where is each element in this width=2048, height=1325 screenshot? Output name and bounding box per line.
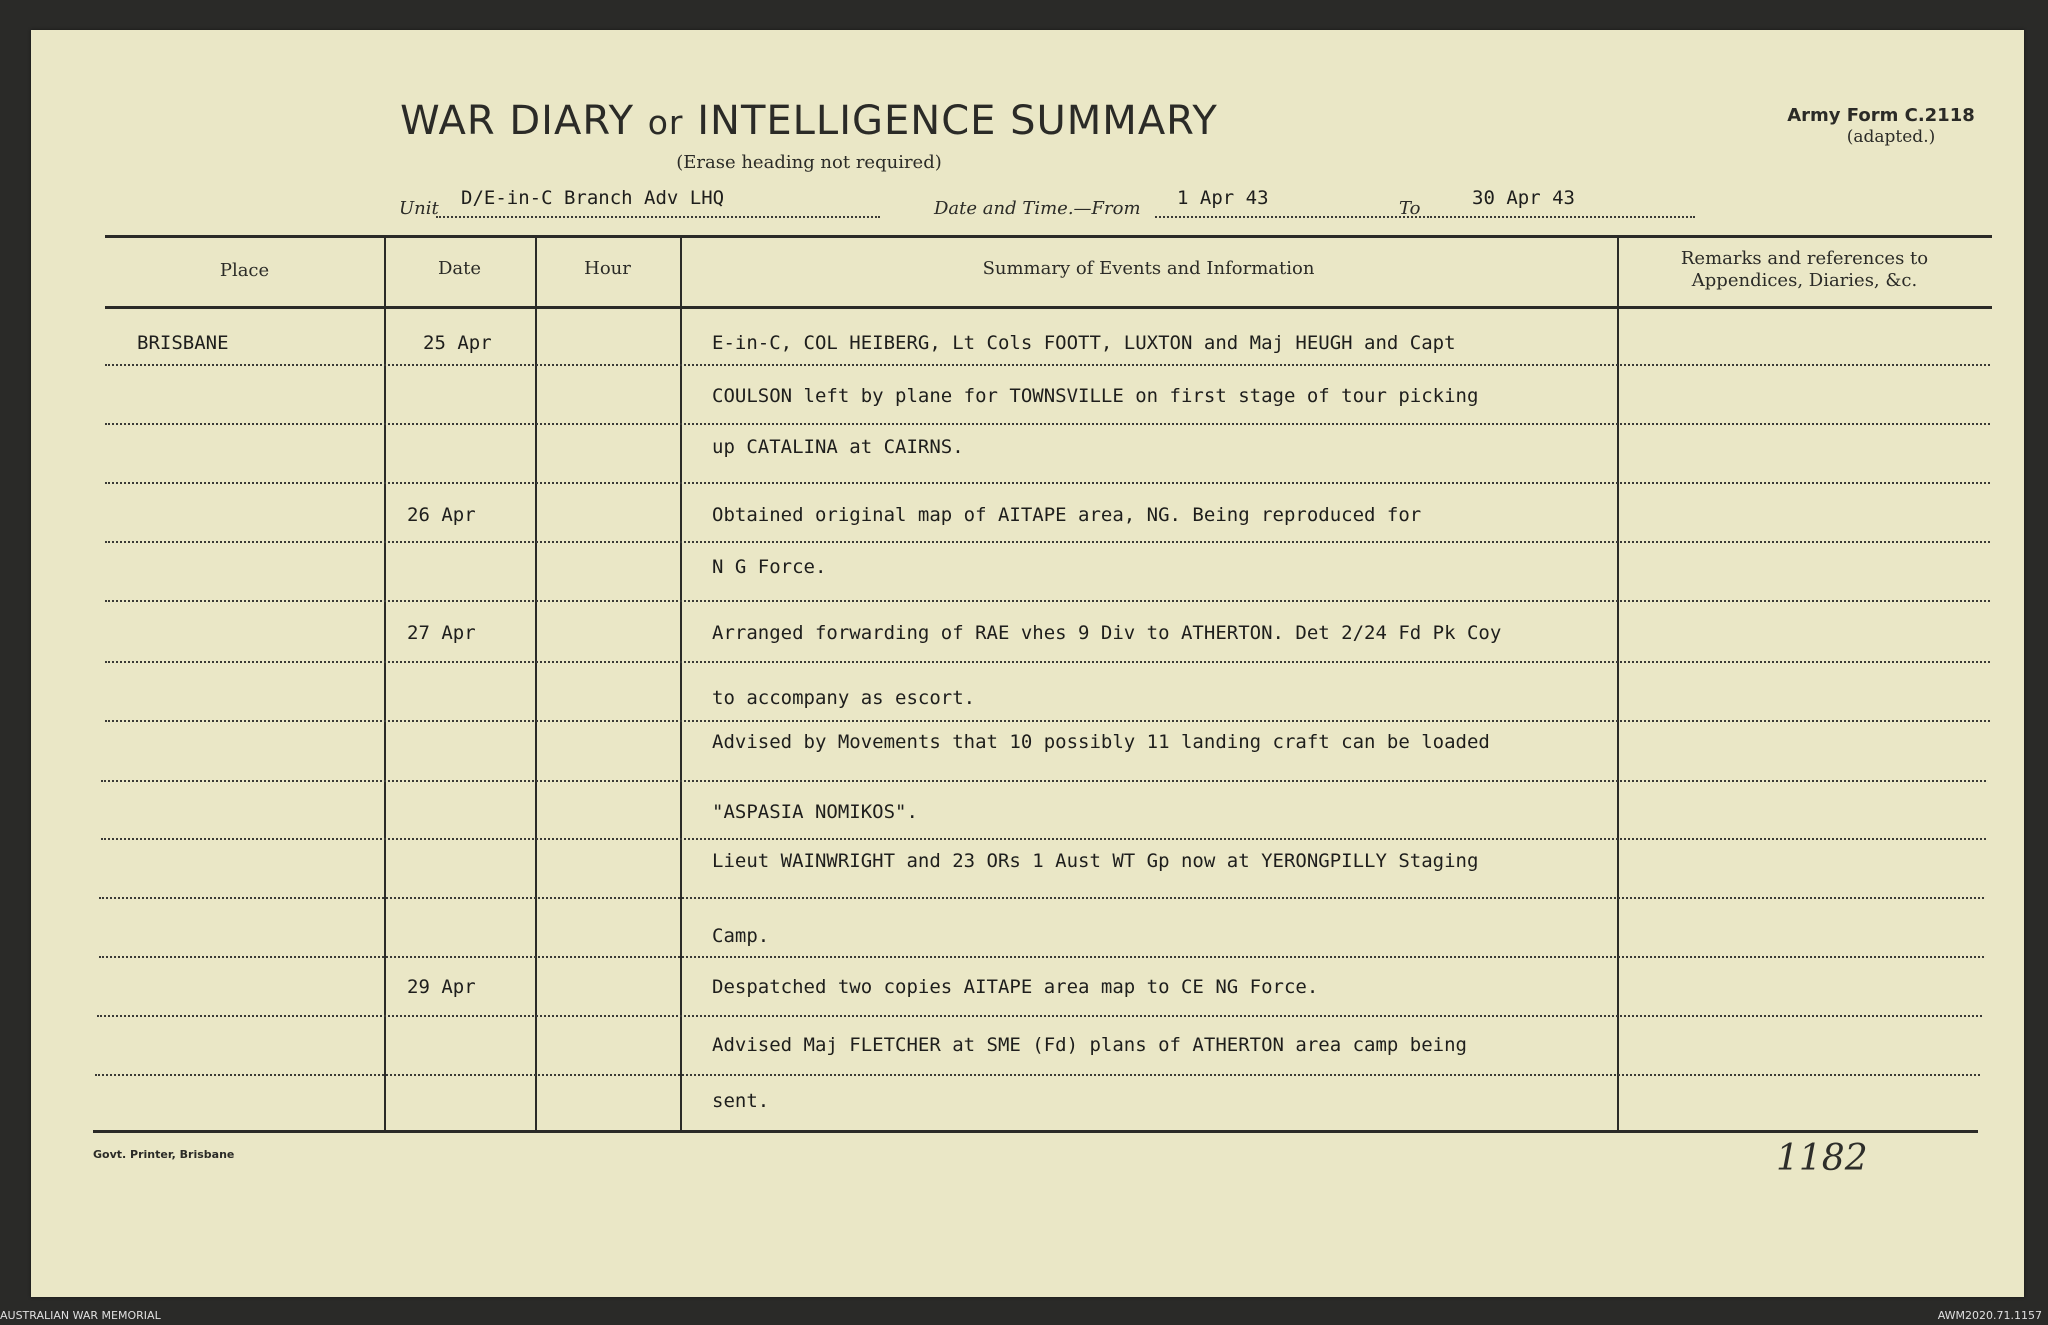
- row-1-summary: E-in-C, COL HEIBERG, Lt Cols FOOTT, LUXTON and Maj HEUGH and Capt: [712, 332, 1456, 354]
- from-underline: [1155, 216, 1425, 218]
- row-3-summary: up CATALINA at CAIRNS.: [712, 436, 964, 458]
- header-date: Date: [437, 258, 482, 279]
- row-4-summary: Obtained original map of AITAPE area, NG. Being reproduced for: [712, 504, 1422, 526]
- to-underline: [1427, 216, 1695, 218]
- row-1-place: BRISBANE: [137, 332, 229, 354]
- table-bottom-rule: [93, 1130, 1978, 1133]
- adapted-note: (adapted.): [1846, 127, 1936, 147]
- row-line: [101, 780, 1986, 782]
- handwritten-page-number: 1182: [1776, 1138, 1868, 1179]
- army-form-number: Army Form C.2118: [1787, 105, 1975, 126]
- row-line: [105, 661, 1990, 663]
- unit-underline: [436, 216, 880, 218]
- divider-date-hour: [535, 235, 537, 1132]
- row-line: [95, 1074, 1980, 1076]
- to-label: To: [1399, 198, 1421, 219]
- row-13-summary: Advised Maj FLETCHER at SME (Fd) plans of ATHERTON area camp being: [712, 1034, 1467, 1056]
- form-title: [31, 98, 1587, 144]
- date-time-from-label: Date and Time.—From: [934, 198, 1141, 219]
- from-value: 1 Apr 43: [1177, 187, 1269, 209]
- row-line: [105, 364, 1990, 366]
- header-remarks-line1: Remarks and references to: [1680, 248, 1929, 269]
- table-top-rule: [105, 235, 1992, 238]
- header-place: Place: [219, 260, 270, 281]
- row-4-date: 26 Apr: [407, 504, 476, 526]
- divider-place-date: [384, 235, 386, 1132]
- unit-label: Unit: [399, 198, 439, 219]
- row-7-summary: to accompany as escort.: [712, 687, 976, 709]
- header-hour: Hour: [584, 258, 631, 279]
- row-line: [105, 600, 1990, 602]
- row-11-summary: Camp.: [712, 925, 770, 947]
- row-6-date: 27 Apr: [407, 622, 476, 644]
- row-9-summary: "ASPASIA NOMIKOS".: [712, 801, 918, 823]
- row-line: [101, 838, 1986, 840]
- title-or: or: [647, 103, 684, 142]
- row-6-summary: Arranged forwarding of RAE vhes 9 Div to ATHERTON. Det 2/24 Fd Pk Coy: [712, 622, 1502, 644]
- erase-heading-note: (Erase heading not required): [676, 152, 942, 173]
- row-1-date: 25 Apr: [423, 332, 492, 354]
- row-line: [105, 423, 1990, 425]
- header-remarks: [1617, 248, 1992, 292]
- printer-credit: Govt. Printer, Brisbane: [93, 1148, 235, 1161]
- to-value: 30 Apr 43: [1472, 187, 1575, 209]
- archive-reference: AWM2020.71.1157: [1937, 1309, 2042, 1322]
- row-8-summary: Advised by Movements that 10 possibly 11 landing craft can be loaded: [712, 731, 1490, 753]
- row-line: [105, 541, 1990, 543]
- row-line: [105, 482, 1990, 484]
- header-summary: Summary of Events and Information: [982, 258, 1315, 279]
- row-2-summary: COULSON left by plane for TOWNSVILLE on first stage of tour picking: [712, 385, 1479, 407]
- divider-summary-remarks: [1617, 235, 1619, 1132]
- war-diary-sheet: [31, 30, 2024, 1297]
- row-12-summary: Despatched two copies AITAPE area map to CE NG Force.: [712, 976, 1319, 998]
- row-5-summary: N G Force.: [712, 556, 827, 578]
- row-12-date: 29 Apr: [407, 976, 476, 998]
- title-intelligence-summary: INTELLIGENCE SUMMARY: [697, 98, 1218, 144]
- row-line: [97, 1015, 1982, 1017]
- divider-hour-summary: [680, 235, 682, 1132]
- title-war-diary: WAR DIARY: [400, 98, 635, 144]
- row-line: [105, 720, 1990, 722]
- row-10-summary: Lieut WAINWRIGHT and 23 ORs 1 Aust WT Gp now at YERONGPILLY Staging: [712, 850, 1479, 872]
- header-remarks-line2: Appendices, Diaries, &c.: [1691, 270, 1918, 291]
- unit-value: D/E-in-C Branch Adv LHQ: [461, 187, 725, 209]
- header-bottom-rule: [105, 306, 1992, 309]
- row-line: [99, 897, 1984, 899]
- archive-credit: AUSTRALIAN WAR MEMORIAL: [0, 1309, 161, 1322]
- row-line: [99, 956, 1984, 958]
- row-14-summary: sent.: [712, 1090, 770, 1112]
